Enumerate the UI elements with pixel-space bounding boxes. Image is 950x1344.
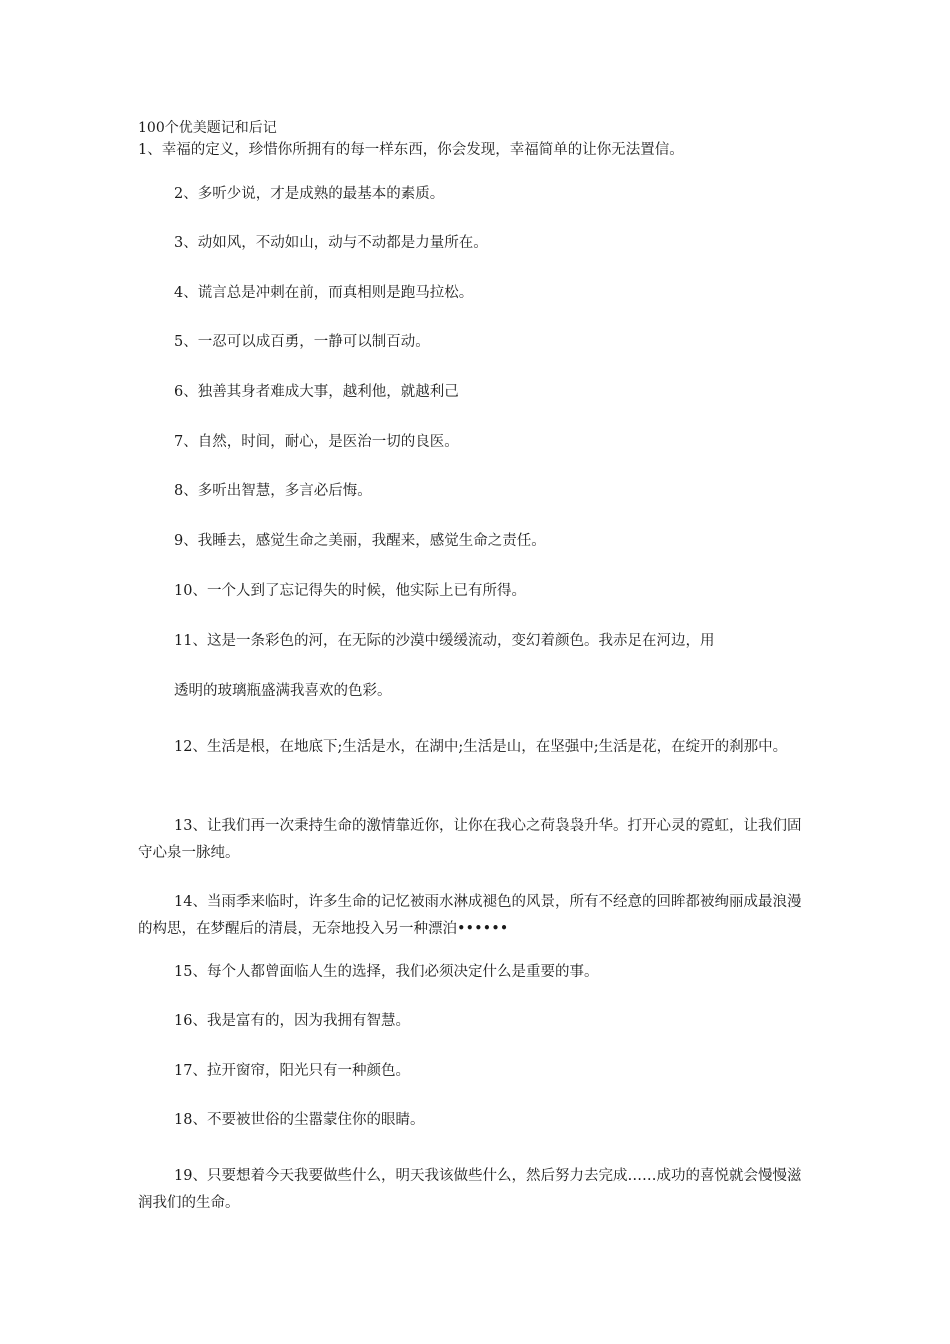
list-item-6: 6、独善其身者难成大事，越利他，就越利己 <box>174 384 459 400</box>
list-item-2: 2、多听少说，才是成熟的最基本的素质。 <box>174 186 445 202</box>
list-item-11-continued: 透明的玻璃瓶盛满我喜欢的色彩。 <box>174 683 392 699</box>
list-item-5: 5、一忍可以成百勇，一静可以制百动。 <box>174 334 430 350</box>
list-item-15: 15、每个人都曾面临人生的选择，我们必须决定什么是重要的事。 <box>174 964 599 980</box>
list-item-1: 1、幸福的定义，珍惜你所拥有的每一样东西，你会发现，幸福简单的让你无法置信。 <box>138 142 684 158</box>
list-item-19: 19、只要想着今天我要做些什么，明天我该做些什么，然后努力去完成……成功的喜悦就会慢慢滋润我们的生命。 <box>138 1168 802 1211</box>
list-item-14: 14、当雨季来临时，许多生命的记忆被雨水淋成褪色的风景，所有不经意的回眸都被绚丽成最浪漫的构思，在梦醒后的清晨，无奈地投入另一种漂泊•••••• <box>138 894 802 937</box>
list-item-7: 7、自然，时间，耐心，是医治一切的良医。 <box>174 434 459 450</box>
list-item-11: 11、这是一条彩色的河，在无际的沙漠中缓缓流动，变幻着颜色。我赤足在河边，用 <box>174 633 715 649</box>
list-item-13: 13、让我们再一次秉持生命的激情靠近你，让你在我心之荷袅袅升华。打开心灵的霓虹，让我们固守心泉一脉纯。 <box>138 818 802 861</box>
list-item-18: 18、不要被世俗的尘嚣蒙住你的眼睛。 <box>174 1112 425 1128</box>
list-item-8: 8、多听出智慧，多言必后悔。 <box>174 483 372 499</box>
list-item-9: 9、我睡去，感觉生命之美丽，我醒来，感觉生命之责任。 <box>174 533 546 549</box>
list-item-17: 17、拉开窗帘，阳光只有一种颜色。 <box>174 1063 410 1079</box>
list-item-12: 12、生活是根，在地底下;生活是水，在湖中;生活是山，在坚强中;生活是花，在绽开的刹那中。 <box>174 739 788 755</box>
list-item-16: 16、我是富有的，因为我拥有智慧。 <box>174 1013 410 1029</box>
list-item-10: 10、一个人到了忘记得失的时候，他实际上已有所得。 <box>174 583 526 599</box>
list-item-4: 4、谎言总是冲刺在前，而真相则是跑马拉松。 <box>174 285 474 301</box>
document-title: 100个优美题记和后记 <box>138 120 277 136</box>
list-item-3: 3、动如风，不动如山，动与不动都是力量所在。 <box>174 235 488 251</box>
